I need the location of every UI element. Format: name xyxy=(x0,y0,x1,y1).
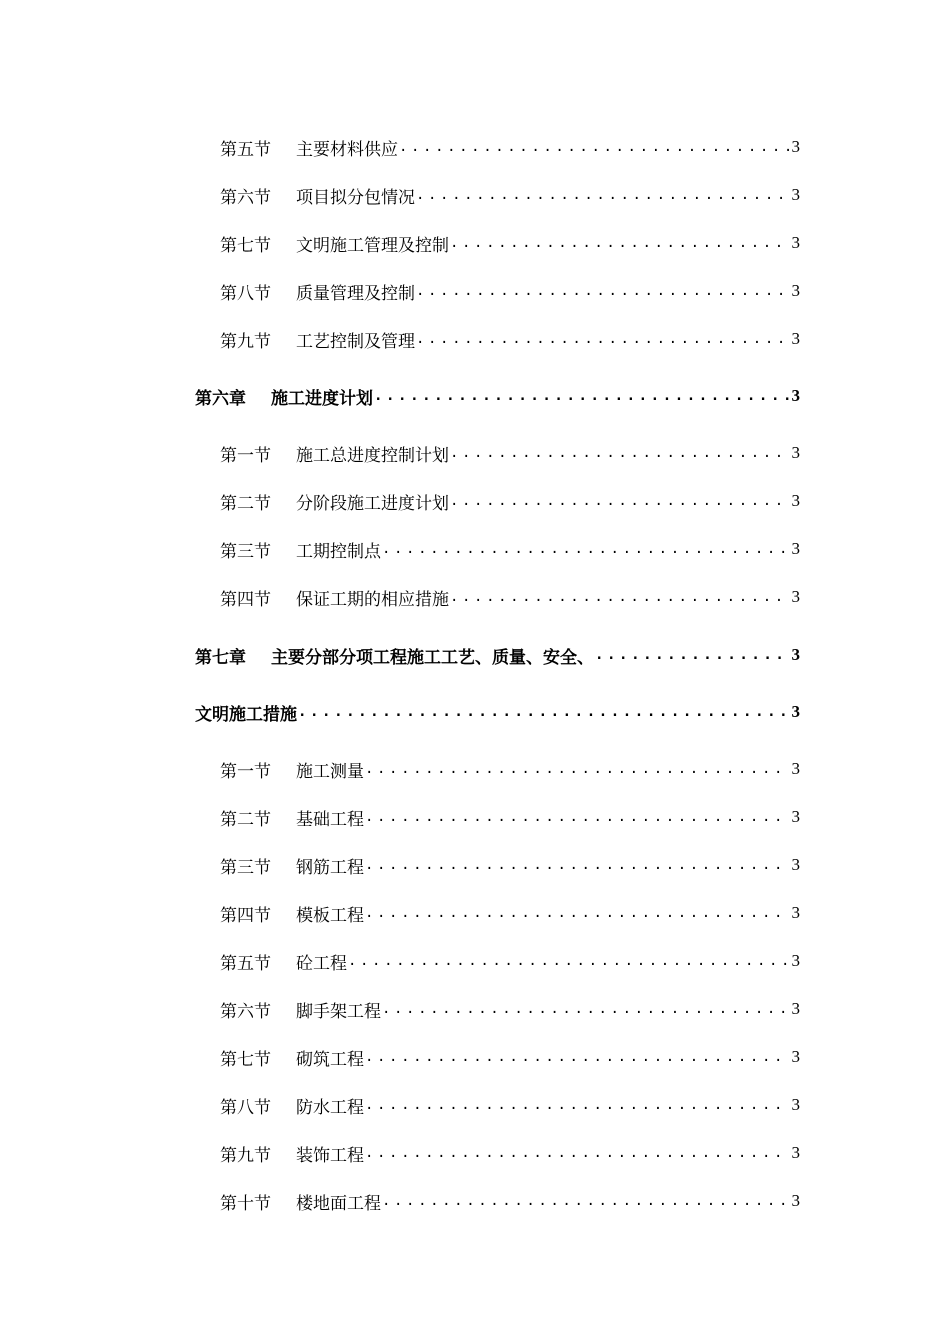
toc-section-number: 第十节 xyxy=(220,1193,271,1213)
toc-leader-dots xyxy=(365,805,789,829)
toc-section-title: 脚手架工程 xyxy=(296,1001,381,1021)
toc-section-number: 第六节 xyxy=(220,187,271,207)
toc-entry-section[interactable] xyxy=(220,183,800,207)
toc-section-number: 第一节 xyxy=(220,445,271,465)
toc-leader-dots xyxy=(365,1093,789,1117)
toc-leader-dots xyxy=(450,489,789,513)
toc-page-number: 3 xyxy=(791,386,800,405)
toc-page-number: 3 xyxy=(791,855,800,874)
toc-chapter-title: 主要分部分项工程施工工艺、质量、安全、 xyxy=(271,647,594,667)
toc-entry-section[interactable] xyxy=(220,949,800,973)
toc-leader-dots xyxy=(348,949,789,973)
toc-leader-dots xyxy=(365,853,789,877)
toc-section-number: 第七节 xyxy=(220,235,271,255)
toc-leader-dots xyxy=(298,700,789,724)
toc-section-number: 第二节 xyxy=(220,493,271,513)
toc-section-title: 施工测量 xyxy=(296,761,364,781)
toc-page-number: 3 xyxy=(791,903,800,922)
toc-section-number: 第五节 xyxy=(220,139,271,159)
toc-section-number: 第七节 xyxy=(220,1049,271,1069)
toc-leader-dots xyxy=(382,997,789,1021)
toc-chapter-number: 第六章 xyxy=(195,388,246,408)
toc-page-number: 3 xyxy=(791,491,800,510)
toc-leader-dots xyxy=(382,1189,789,1213)
toc-leader-dots xyxy=(374,384,789,408)
toc-page-number: 3 xyxy=(791,807,800,826)
toc-page-number: 3 xyxy=(791,1191,800,1210)
toc-section-title: 砌筑工程 xyxy=(296,1049,364,1069)
toc-section-title: 质量管理及控制 xyxy=(296,283,415,303)
toc-section-title: 文明施工管理及控制 xyxy=(296,235,449,255)
toc-section-number: 第九节 xyxy=(220,331,271,351)
toc-section-number: 第四节 xyxy=(220,589,271,609)
toc-leader-dots xyxy=(450,441,789,465)
toc-section-title: 楼地面工程 xyxy=(296,1193,381,1213)
toc-entry-section[interactable] xyxy=(220,537,800,561)
toc-page-number: 3 xyxy=(791,329,800,348)
toc-section-title: 保证工期的相应措施 xyxy=(296,589,449,609)
toc-section-number: 第九节 xyxy=(220,1145,271,1165)
toc-page-number: 3 xyxy=(791,702,800,721)
toc-page-number: 3 xyxy=(791,645,800,664)
toc-section-number: 第二节 xyxy=(220,809,271,829)
toc-entry-section[interactable] xyxy=(220,997,800,1021)
toc-section-title: 装饰工程 xyxy=(296,1145,364,1165)
toc-page-number: 3 xyxy=(791,587,800,606)
toc-section-title: 砼工程 xyxy=(296,953,347,973)
toc-leader-dots xyxy=(365,901,789,925)
toc-leader-dots xyxy=(595,643,789,667)
toc-section-title: 钢筋工程 xyxy=(296,857,364,877)
toc-entry-chapter[interactable] xyxy=(195,384,800,408)
toc-page-number: 3 xyxy=(791,137,800,156)
toc-page-number: 3 xyxy=(791,1095,800,1114)
toc-entry-section[interactable] xyxy=(220,585,800,609)
toc-entry-section[interactable] xyxy=(220,1189,800,1213)
toc-page-number: 3 xyxy=(791,281,800,300)
toc-entry-section[interactable] xyxy=(220,853,800,877)
toc-section-title: 分阶段施工进度计划 xyxy=(296,493,449,513)
toc-entry-section[interactable] xyxy=(220,757,800,781)
toc-section-number: 第四节 xyxy=(220,905,271,925)
toc-section-number: 第一节 xyxy=(220,761,271,781)
toc-page-number: 3 xyxy=(791,443,800,462)
toc-entry-section[interactable] xyxy=(220,441,800,465)
toc-page-number: 3 xyxy=(791,185,800,204)
toc-entry-chapter[interactable] xyxy=(195,643,800,667)
toc-section-title: 工艺控制及管理 xyxy=(296,331,415,351)
toc-page-number: 3 xyxy=(791,233,800,252)
toc-section-title: 工期控制点 xyxy=(296,541,381,561)
toc-entry-section[interactable] xyxy=(220,1141,800,1165)
toc-page-number: 3 xyxy=(791,999,800,1018)
toc-page-number: 3 xyxy=(791,1143,800,1162)
toc-entry-section[interactable] xyxy=(220,231,800,255)
toc-leader-dots xyxy=(416,279,789,303)
toc-leader-dots xyxy=(416,183,789,207)
toc-page-number: 3 xyxy=(791,759,800,778)
toc-entry-section[interactable] xyxy=(220,901,800,925)
toc-chapter-number: 第七章 xyxy=(195,647,246,667)
toc-leader-dots xyxy=(365,1045,789,1069)
toc-section-title: 施工总进度控制计划 xyxy=(296,445,449,465)
toc-entry-section[interactable] xyxy=(220,805,800,829)
toc-section-number: 第五节 xyxy=(220,953,271,973)
toc-entry-section[interactable] xyxy=(220,489,800,513)
toc-section-title: 基础工程 xyxy=(296,809,364,829)
toc-leader-dots xyxy=(365,757,789,781)
toc-section-title: 项目拟分包情况 xyxy=(296,187,415,207)
toc-leader-dots xyxy=(399,135,789,159)
toc-section-number: 第八节 xyxy=(220,283,271,303)
toc-leader-dots xyxy=(365,1141,789,1165)
toc-section-title: 主要材料供应 xyxy=(296,139,398,159)
toc-leader-dots xyxy=(382,537,789,561)
toc-chapter-title: 施工进度计划 xyxy=(271,388,373,408)
toc-entry-section[interactable] xyxy=(220,327,800,351)
toc-page-number: 3 xyxy=(791,951,800,970)
toc-section-number: 第三节 xyxy=(220,541,271,561)
toc-section-number: 第三节 xyxy=(220,857,271,877)
toc-entry-chapter-continued[interactable] xyxy=(195,700,800,724)
toc-leader-dots xyxy=(416,327,789,351)
toc-entry-section[interactable] xyxy=(220,279,800,303)
toc-chapter-title: 文明施工措施 xyxy=(195,704,297,724)
toc-section-number: 第六节 xyxy=(220,1001,271,1021)
toc-section-title: 防水工程 xyxy=(296,1097,364,1117)
toc-section-number: 第八节 xyxy=(220,1097,271,1117)
toc-entry-section[interactable] xyxy=(220,135,800,159)
toc-section-title: 模板工程 xyxy=(296,905,364,925)
toc-page-number: 3 xyxy=(791,539,800,558)
toc-leader-dots xyxy=(450,231,789,255)
toc-page-number: 3 xyxy=(791,1047,800,1066)
toc-entry-section[interactable] xyxy=(220,1093,800,1117)
toc-entry-section[interactable] xyxy=(220,1045,800,1069)
toc-leader-dots xyxy=(450,585,789,609)
